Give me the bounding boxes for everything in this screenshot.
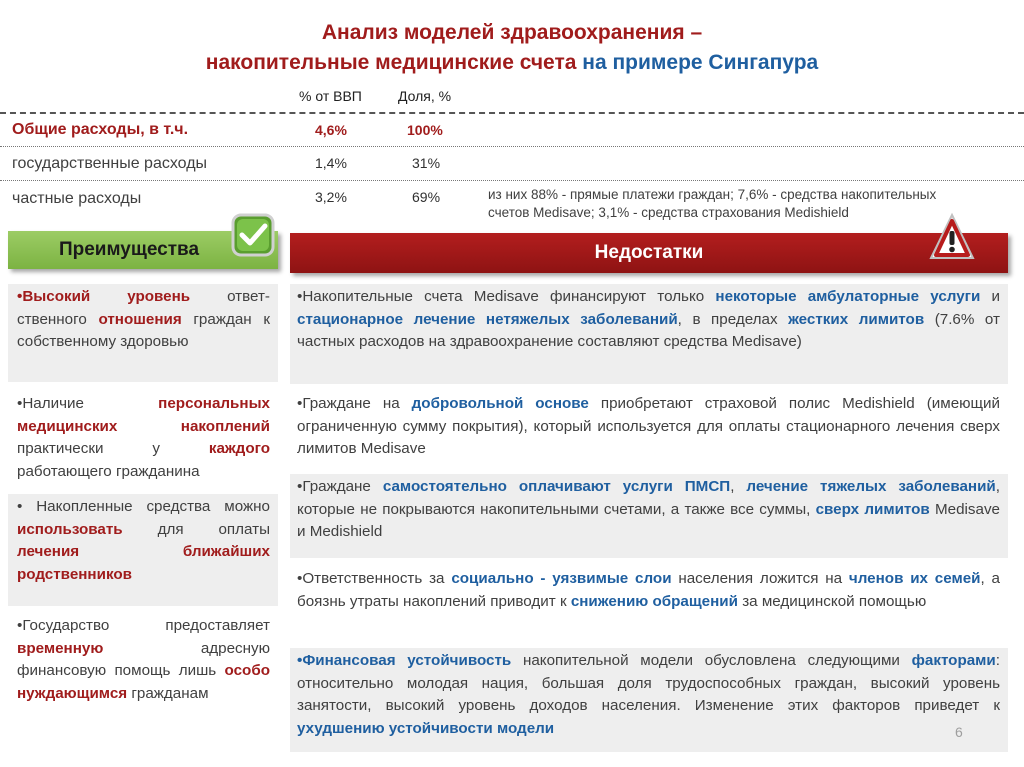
- advantage-text-red: отношения: [98, 310, 182, 328]
- disadvantage-text-blue: ухудшению устойчивости модели: [297, 719, 555, 737]
- advantage-text-red: лечения ближайших родственников: [17, 543, 270, 583]
- advantage-text: граждан к собственному здоровью: [17, 310, 270, 350]
- advantage-text: • Накопленные средства можно: [17, 498, 270, 515]
- advantage-text: для оплаты: [122, 520, 270, 538]
- slide-title-line1: Анализ моделей здравоохранения –: [321, 21, 703, 44]
- disadvantage-text-blue: лечение тяжелых заболеваний: [746, 478, 996, 495]
- disadvantage-text: и: [980, 288, 1000, 305]
- disadvantage-text-blue: членов их семей: [848, 570, 981, 587]
- advantage-text: адресную финансовую помощь лишь: [17, 639, 270, 679]
- disadvantage-text-blue: Финансовая устойчивость: [302, 652, 512, 669]
- disadvantage-text-blue: стационарное лечение нетяжелых заболеваний: [297, 310, 678, 328]
- disadvantage-text: •Граждане на: [297, 395, 412, 412]
- advantage-text: практически у: [17, 440, 209, 457]
- advantage-text: •Наличие: [17, 395, 159, 412]
- disadvantage-text: •Накопительные счета Medisave финансируют только: [297, 288, 716, 305]
- row-total-gdp: 4,6%: [315, 122, 347, 138]
- row-public-share: 31%: [412, 155, 441, 171]
- disadvantage-item: [290, 648, 1008, 752]
- disadvantage-text: : относительно молодая нация, большая доля трудоспособных граждан, высокий уровень занятости, высокий уровень доходов населения. Изменение этих факторов приведет к: [297, 652, 1000, 714]
- advantage-text: гражданам: [127, 684, 209, 702]
- disadvantage-item: [290, 284, 1008, 384]
- advantage-text-red: временную: [17, 639, 104, 657]
- disadvantages-heading: Недостатки: [290, 233, 1008, 273]
- advantage-item: [8, 613, 278, 733]
- disadvantage-text: •Ответственность за: [297, 570, 452, 587]
- title-blue-part: на примере Сингапура: [576, 51, 819, 74]
- disadvantage-text: накопительной модели обусловлена следующими: [511, 652, 912, 669]
- table-divider: [0, 112, 1024, 114]
- disadvantage-text: приобретают страховой полис Medishield (имеющий ограниченную сумму покрытия), который используется для оплаты стационарного лечения сверх лимитов Medisave: [297, 395, 1000, 457]
- advantage-text-red: особо нуждающимся: [17, 662, 270, 702]
- disadvantage-text-blue: сверх лимитов: [815, 500, 930, 518]
- row-total-share: 100%: [407, 122, 443, 138]
- advantage-text-red: персональных медицинских накоплений: [17, 395, 270, 435]
- advantage-item: [8, 391, 278, 487]
- table-divider: [0, 146, 1024, 147]
- advantage-text: работающего гражданина: [17, 462, 200, 480]
- disadvantage-text: населения ложится на: [671, 570, 849, 587]
- advantage-item: [8, 494, 278, 606]
- advantages-heading: Преимущества: [8, 231, 278, 269]
- row-total-label: Общие расходы, в т.ч.: [12, 121, 189, 138]
- disadvantage-text-blue: самостоятельно оплачивают услуги ПМСП: [382, 478, 731, 495]
- advantage-item: [8, 284, 278, 382]
- disadvantage-item: [290, 566, 1008, 644]
- row-private-label: частные расходы: [12, 190, 142, 207]
- disadvantage-text: , в пределах: [677, 310, 789, 328]
- column-header-gdp: % от ВВП: [299, 88, 362, 104]
- row-public-gdp: 1,4%: [315, 155, 347, 171]
- disadvantage-text-blue: добровольной основе: [411, 395, 589, 412]
- disadvantage-bullet: •: [297, 652, 303, 669]
- column-header-share: Доля, %: [398, 88, 452, 104]
- checkmark-icon: [230, 212, 276, 258]
- disadvantage-text: за медицинской помощью: [737, 592, 927, 610]
- disadvantage-text-blue: факторами: [911, 652, 996, 669]
- disadvantage-item: [290, 391, 1008, 469]
- disadvantage-text: , а боязнь утраты накоплений приводит к: [297, 570, 1001, 610]
- disadvantage-text-blue: жестких лимитов: [788, 310, 925, 328]
- disadvantage-text-blue: некоторые амбулаторные услуги: [715, 288, 981, 305]
- table-divider: [0, 180, 1024, 181]
- disadvantage-text-blue: снижению обращений: [570, 592, 738, 610]
- row-private-share: 69%: [412, 189, 441, 205]
- disadvantage-text: (7.6% от частных расходов на здравоохранение составляют средства Medisave): [297, 310, 1001, 350]
- disadvantage-text: , которые не покрываются накопительными счетами, а также все суммы,: [297, 478, 1000, 518]
- advantage-text-red: •Высокий уровень: [17, 288, 191, 305]
- disadvantage-item: [290, 474, 1008, 558]
- advantage-text-red: каждого: [208, 440, 270, 457]
- warning-icon: [929, 212, 975, 262]
- row-private-gdp: 3,2%: [315, 189, 347, 205]
- disadvantage-text-blue: социально - уязвимые слои: [451, 570, 672, 587]
- advantage-text: •Государство предоставляет: [17, 617, 270, 634]
- note-line: счетов Medisave; 3,1% - средства страхования Medishield: [488, 205, 849, 220]
- slide-title-line2: [0, 48, 1024, 78]
- title-red-part: накопительные медицинские счета: [205, 51, 577, 74]
- disadvantage-text: •Граждане: [297, 478, 383, 495]
- disadvantage-text: ,: [730, 478, 747, 495]
- row-public-label: государственные расходы: [12, 155, 208, 172]
- page-number: 6: [955, 724, 963, 740]
- advantage-text-red: использовать: [17, 520, 123, 538]
- disadvantage-text: Medisave и Medishield: [297, 500, 1000, 540]
- note-line: из них 88% - прямые платежи граждан; 7,6% - средства накопительных: [488, 187, 937, 202]
- advantage-text: ответ-ственного: [17, 288, 270, 328]
